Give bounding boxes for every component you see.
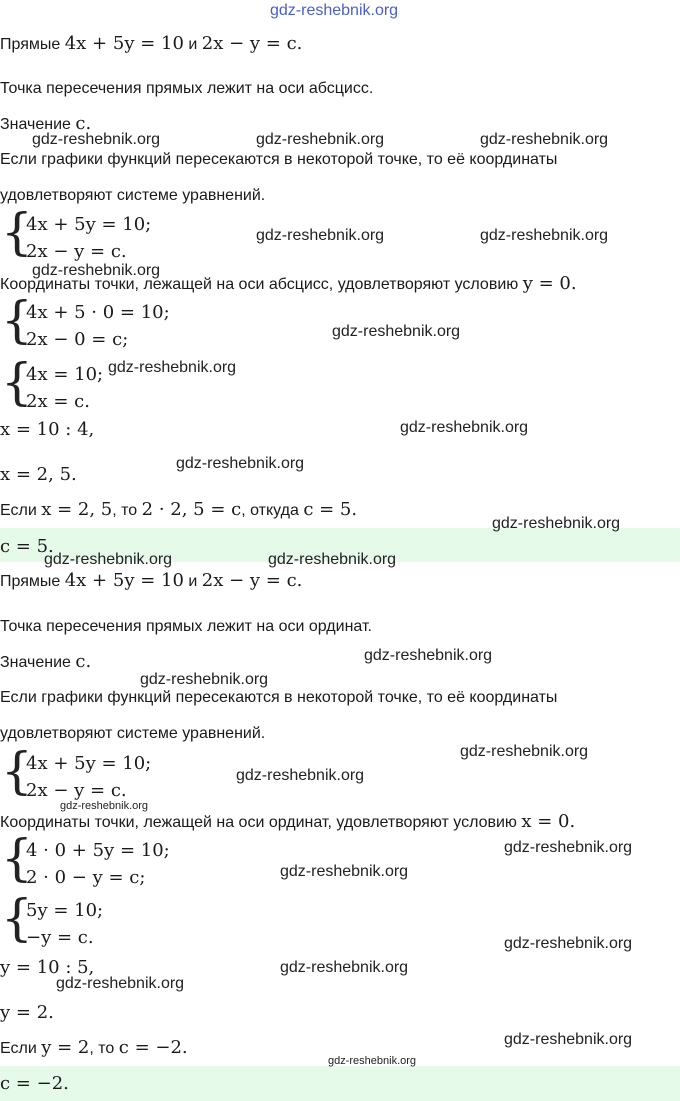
system-equation: 4x + 5y = 10; [26,214,152,235]
system-equation: −y = c. [26,927,94,948]
watermark: gdz-reshebnik.org [108,359,237,376]
conclusion-text: Если y = 2, то c = −2. [0,1037,188,1058]
watermark: gdz-reshebnik.org [492,515,621,532]
watermark: gdz-reshebnik.org [504,839,633,856]
system-equation: 2x − y = c. [26,241,127,262]
problem-statement: Прямые 4x + 5y = 10 и 2x − y = c. [0,33,303,54]
watermark: gdz-reshebnik.org [328,1055,417,1067]
watermark: gdz-reshebnik.org [270,2,399,19]
watermark: gdz-reshebnik.org [400,419,529,436]
watermark: gdz-reshebnik.org [60,800,149,812]
system-equation: 2x − 0 = c; [26,329,129,350]
find-text: Значение c. [0,651,92,672]
brace: { [1,353,33,411]
brace: { [1,291,33,349]
watermark: gdz-reshebnik.org [504,935,633,952]
watermark: gdz-reshebnik.org [280,959,409,976]
brace: { [1,829,33,887]
problem-statement: Прямые 4x + 5y = 10 и 2x − y = c. [0,570,303,591]
intro-text: Если графики функций пересекаются в некоторой точке, то её координаты [0,151,558,168]
find-text: Значение c. [0,113,92,134]
conclusion-text: Если x = 2, 5, то 2 · 2, 5 = c, откуда c = 5. [0,499,358,520]
solution-step: y = 10 : 5, [0,957,95,978]
watermark: gdz-reshebnik.org [268,551,397,568]
system-equation: 2 · 0 − y = c; [26,867,146,888]
intro-text: Если графики функций пересекаются в некоторой точке, то её координаты [0,689,558,706]
watermark: gdz-reshebnik.org [32,131,161,148]
watermark: gdz-reshebnik.org [236,767,365,784]
system-equation: 5y = 10; [26,900,104,921]
brace: { [1,889,33,947]
watermark: gdz-reshebnik.org [56,975,185,992]
system-equation: 4x + 5 · 0 = 10; [26,302,170,323]
system-equation: 2x = c. [26,391,90,412]
watermark: gdz-reshebnik.org [332,323,461,340]
answer-text: c = 5. [0,536,54,557]
intro-text: удовлетворяют системе уравнений. [0,187,266,204]
watermark: gdz-reshebnik.org [32,262,161,279]
answer-text: c = −2. [0,1073,69,1094]
condition-text: Точка пересечения прямых лежит на оси абсцисс. [0,80,374,97]
axis-condition-text: Координаты точки, лежащей на оси ординат, удовлетворяют условию x = 0. [0,811,576,832]
solution-step: x = 10 : 4, [0,419,95,440]
watermark: gdz-reshebnik.org [280,863,409,880]
solution-step: y = 2. [0,1002,54,1023]
axis-condition-text: Координаты точки, лежащей на оси абсцисс, удовлетворяют условию y = 0. [0,273,577,294]
watermark: gdz-reshebnik.org [176,455,305,472]
brace: { [1,203,33,261]
watermark: gdz-reshebnik.org [480,227,609,244]
answer-highlight [0,1066,680,1101]
system-equation: 4x = 10; [26,364,104,385]
watermark: gdz-reshebnik.org [480,131,609,148]
watermark: gdz-reshebnik.org [44,551,173,568]
watermark: gdz-reshebnik.org [460,743,589,760]
solution-step: x = 2, 5. [0,464,77,485]
system-equation: 4x + 5y = 10; [26,753,152,774]
intro-text: удовлетворяют системе уравнений. [0,725,266,742]
watermark: gdz-reshebnik.org [504,1031,633,1048]
system-equation: 4 · 0 + 5y = 10; [26,840,170,861]
watermark: gdz-reshebnik.org [256,227,385,244]
watermark: gdz-reshebnik.org [256,131,385,148]
brace: { [1,742,33,800]
watermark: gdz-reshebnik.org [364,647,493,664]
system-equation: 2x − y = c. [26,780,127,801]
condition-text: Точка пересечения прямых лежит на оси ординат. [0,618,372,635]
watermark: gdz-reshebnik.org [140,671,269,688]
